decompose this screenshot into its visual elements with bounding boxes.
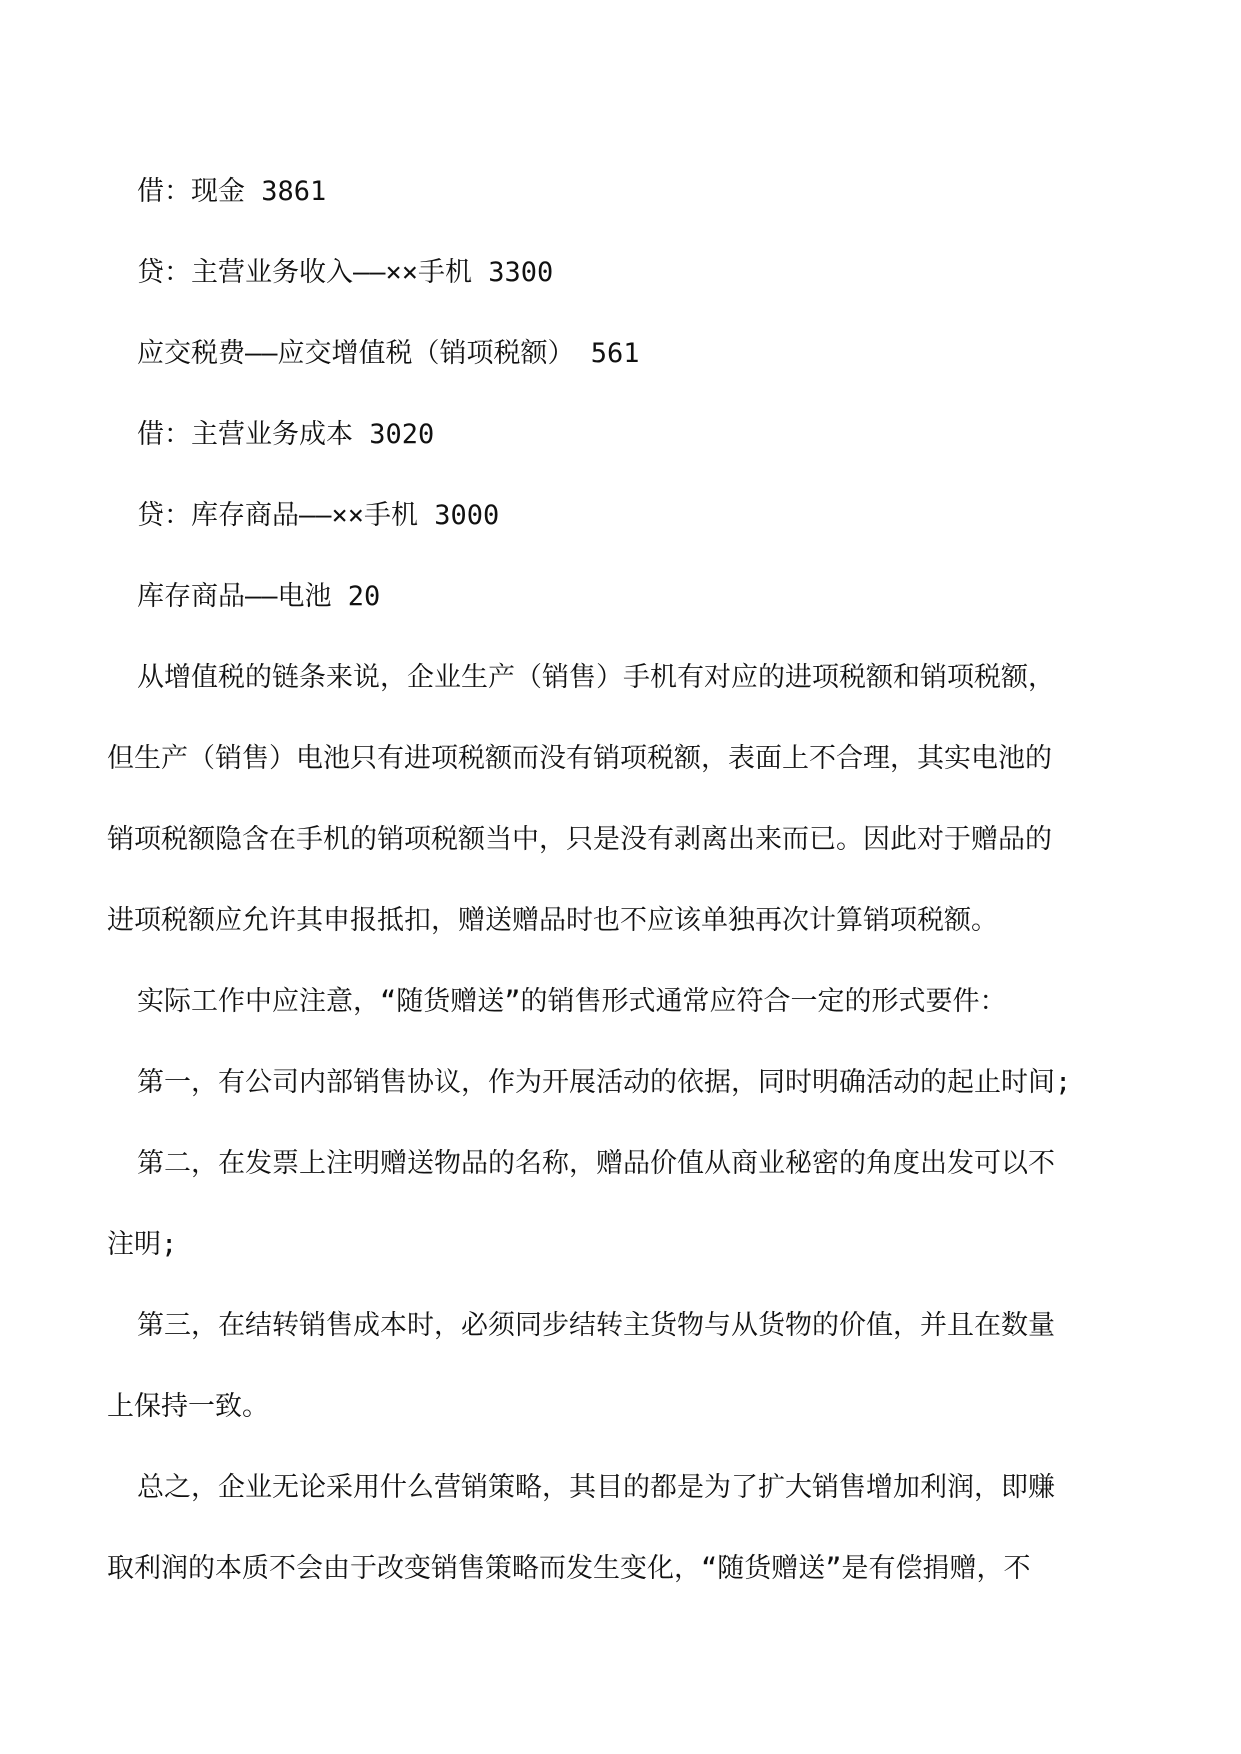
journal-credit-inventory-battery: 库存商品——电池 20 <box>137 581 381 612</box>
journal-debit-cash: 借：现金 3861 <box>137 176 327 207</box>
paragraph-requirements-intro: 实际工作中应注意，“随货赠送”的销售形式通常应符合一定的形式要件： <box>137 986 1007 1017</box>
requirement-third-line-2: 上保持一致。 <box>107 1391 269 1422</box>
journal-credit-revenue: 贷：主营业务收入——××手机 3300 <box>137 257 554 288</box>
requirement-second-line-2: 注明; <box>107 1229 178 1260</box>
paragraph-vat-chain-line-2: 但生产（销售）电池只有进项税额而没有销项税额，表面上不合理，其实电池的 <box>107 743 1052 774</box>
journal-credit-inventory-phone: 贷：库存商品——××手机 3000 <box>137 500 500 531</box>
requirement-first: 第一，有公司内部销售协议，作为开展活动的依据，同时明确活动的起止时间; <box>137 1067 1072 1098</box>
requirement-third-line-1: 第三，在结转销售成本时，必须同步结转主货物与从货物的价值，并且在数量 <box>137 1310 1055 1341</box>
journal-credit-vat: 应交税费——应交增值税（销项税额） 561 <box>137 338 640 369</box>
paragraph-conclusion-line-1: 总之，企业无论采用什么营销策略，其目的都是为了扩大销售增加利润，即赚 <box>137 1472 1055 1503</box>
paragraph-conclusion-line-2: 取利润的本质不会由于改变销售策略而发生变化，“随货赠送”是有偿捐赠，不 <box>107 1553 1031 1584</box>
paragraph-vat-chain-line-1: 从增值税的链条来说，企业生产（销售）手机有对应的进项税额和销项税额， <box>137 662 1055 693</box>
paragraph-vat-chain-line-3: 销项税额隐含在手机的销项税额当中，只是没有剥离出来而已。因此对于赠品的 <box>107 824 1052 855</box>
journal-debit-cost: 借：主营业务成本 3020 <box>137 419 435 450</box>
requirement-second-line-1: 第二，在发票上注明赠送物品的名称，赠品价值从商业秘密的角度出发可以不 <box>137 1148 1055 1179</box>
paragraph-vat-chain-line-4: 进项税额应允许其申报抵扣，赠送赠品时也不应该单独再次计算销项税额。 <box>107 905 998 936</box>
